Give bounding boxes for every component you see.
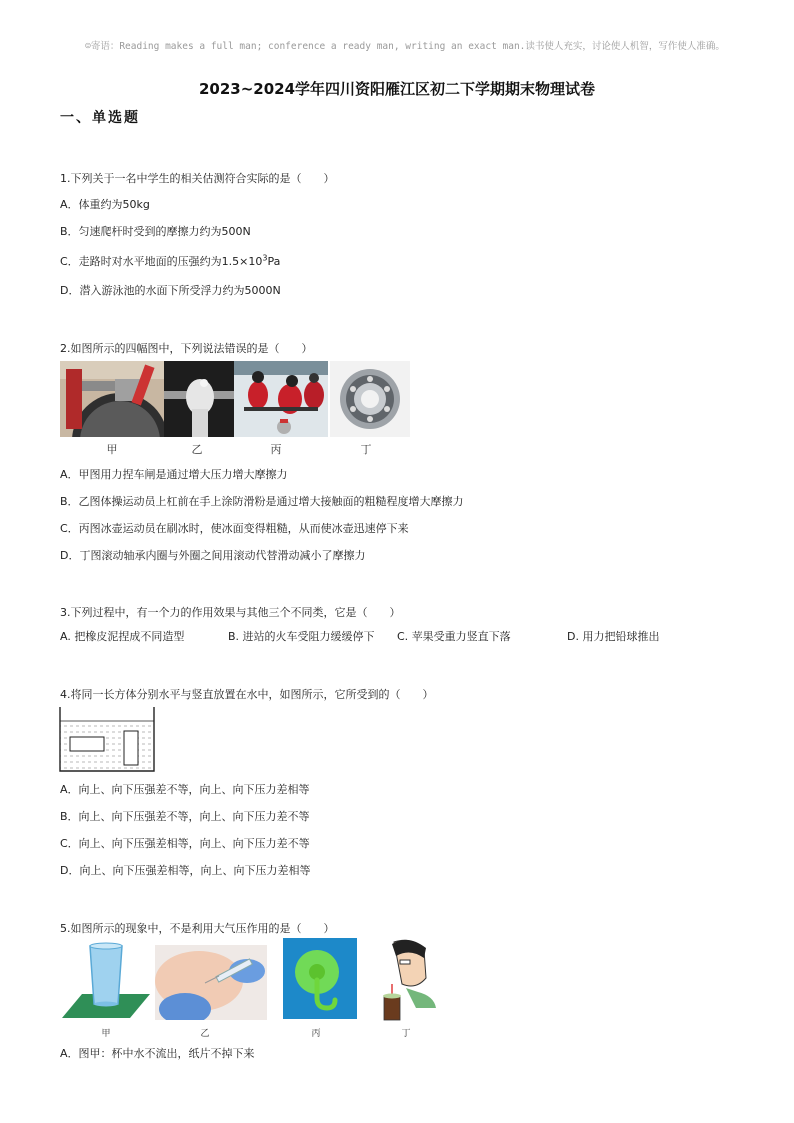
q2-stem: 2.如图所示的四幅图中，下列说法错误的是（ ） — [60, 342, 313, 355]
q3-option-a: A. 把橡皮泥捏成不同造型 — [60, 630, 185, 643]
q4-option-a: A．向上、向下压强差不等，向上、向下压力差相等 — [60, 783, 310, 796]
q3-option-b: B. 进站的火车受阻力缓缓停下 — [228, 630, 375, 643]
injection-image — [155, 945, 267, 1020]
drinking-straw-image — [372, 938, 442, 1024]
q3-stem: 3.下列过程中，有一个力的作用效果与其他三个不同类，它是（ ） — [60, 606, 401, 619]
exam-title: 2023~2024学年四川资阳雁江区初二下学期期末物理试卷 — [198, 80, 596, 98]
section-heading: 一、单选题 — [60, 110, 140, 126]
q2-option-c: C．丙图冰壶运动员在刷冰时，使冰面变得粗糙，从而使冰壶迅速停下来 — [60, 522, 409, 535]
q5-caption-yi: 乙 — [200, 1029, 210, 1039]
q2-caption-jia: 甲 — [106, 443, 118, 456]
curling-image — [234, 361, 328, 437]
q1-stem: 1.下列关于一名中学生的相关估测符合实际的是（ ） — [60, 172, 335, 185]
q3-option-c: C. 苹果受重力竖直下落 — [397, 630, 511, 643]
q5-caption-ding: 丁 — [401, 1029, 411, 1039]
q1-option-a: A．体重约为50kg — [60, 198, 150, 211]
suction-hook-image — [283, 938, 357, 1019]
q5-caption-bing: 丙 — [311, 1029, 321, 1039]
bike-brake-image — [60, 361, 164, 437]
q5-caption-jia: 甲 — [101, 1029, 111, 1039]
q2-caption-yi: 乙 — [191, 443, 203, 456]
q5-option-a: A．图甲：杯中水不流出，纸片不掉下来 — [60, 1047, 255, 1060]
motto-header: ☺寄语：Reading makes a full man; conference a ready man, writing an exact man.读书使人充实，讨论使人机智，写作使人准确。 — [85, 41, 725, 52]
water-tank-diagram — [58, 705, 156, 773]
q2-caption-ding: 丁 — [360, 443, 372, 456]
q2-option-b: B．乙图体操运动员上杠前在手上涂防滑粉是通过增大接触面的粗糙程度增大摩擦力 — [60, 495, 464, 508]
q4-option-d: D．向上、向下压强差相等，向上、向下压力差相等 — [60, 864, 311, 877]
q2-option-d: D．丁图滚动轴承内圈与外圈之间用滚动代替滑动减小了摩擦力 — [60, 549, 366, 562]
q2-option-a: A．甲图用力捏车闸是通过增大压力增大摩擦力 — [60, 468, 288, 481]
gymnast-chalk-image — [164, 361, 234, 437]
q3-option-d: D. 用力把铅球推出 — [567, 630, 660, 643]
q4-option-b: B．向上、向下压强差不等，向上、向下压力差不等 — [60, 810, 310, 823]
ball-bearing-image — [330, 361, 410, 437]
q1-option-b: B．匀速爬杆时受到的摩擦力约为500N — [60, 225, 251, 238]
q1-option-c: C．走路时对水平地面的压强约为$1.5\times 10^3Pa$ — [60, 253, 281, 268]
q4-option-c: C．向上、向下压强差相等，向上、向下压力差不等 — [60, 837, 310, 850]
inverted-cup-image — [60, 940, 152, 1020]
q1-option-d: D．潜入游泳池的水面下所受浮力约为5000N — [60, 284, 281, 297]
q5-stem: 5.如图所示的现象中，不是利用大气压作用的是（ ） — [60, 922, 335, 935]
q4-stem: 4.将同一长方体分别水平与竖直放置在水中，如图所示，它所受到的（ ） — [60, 688, 434, 701]
q2-caption-bing: 丙 — [270, 443, 282, 456]
